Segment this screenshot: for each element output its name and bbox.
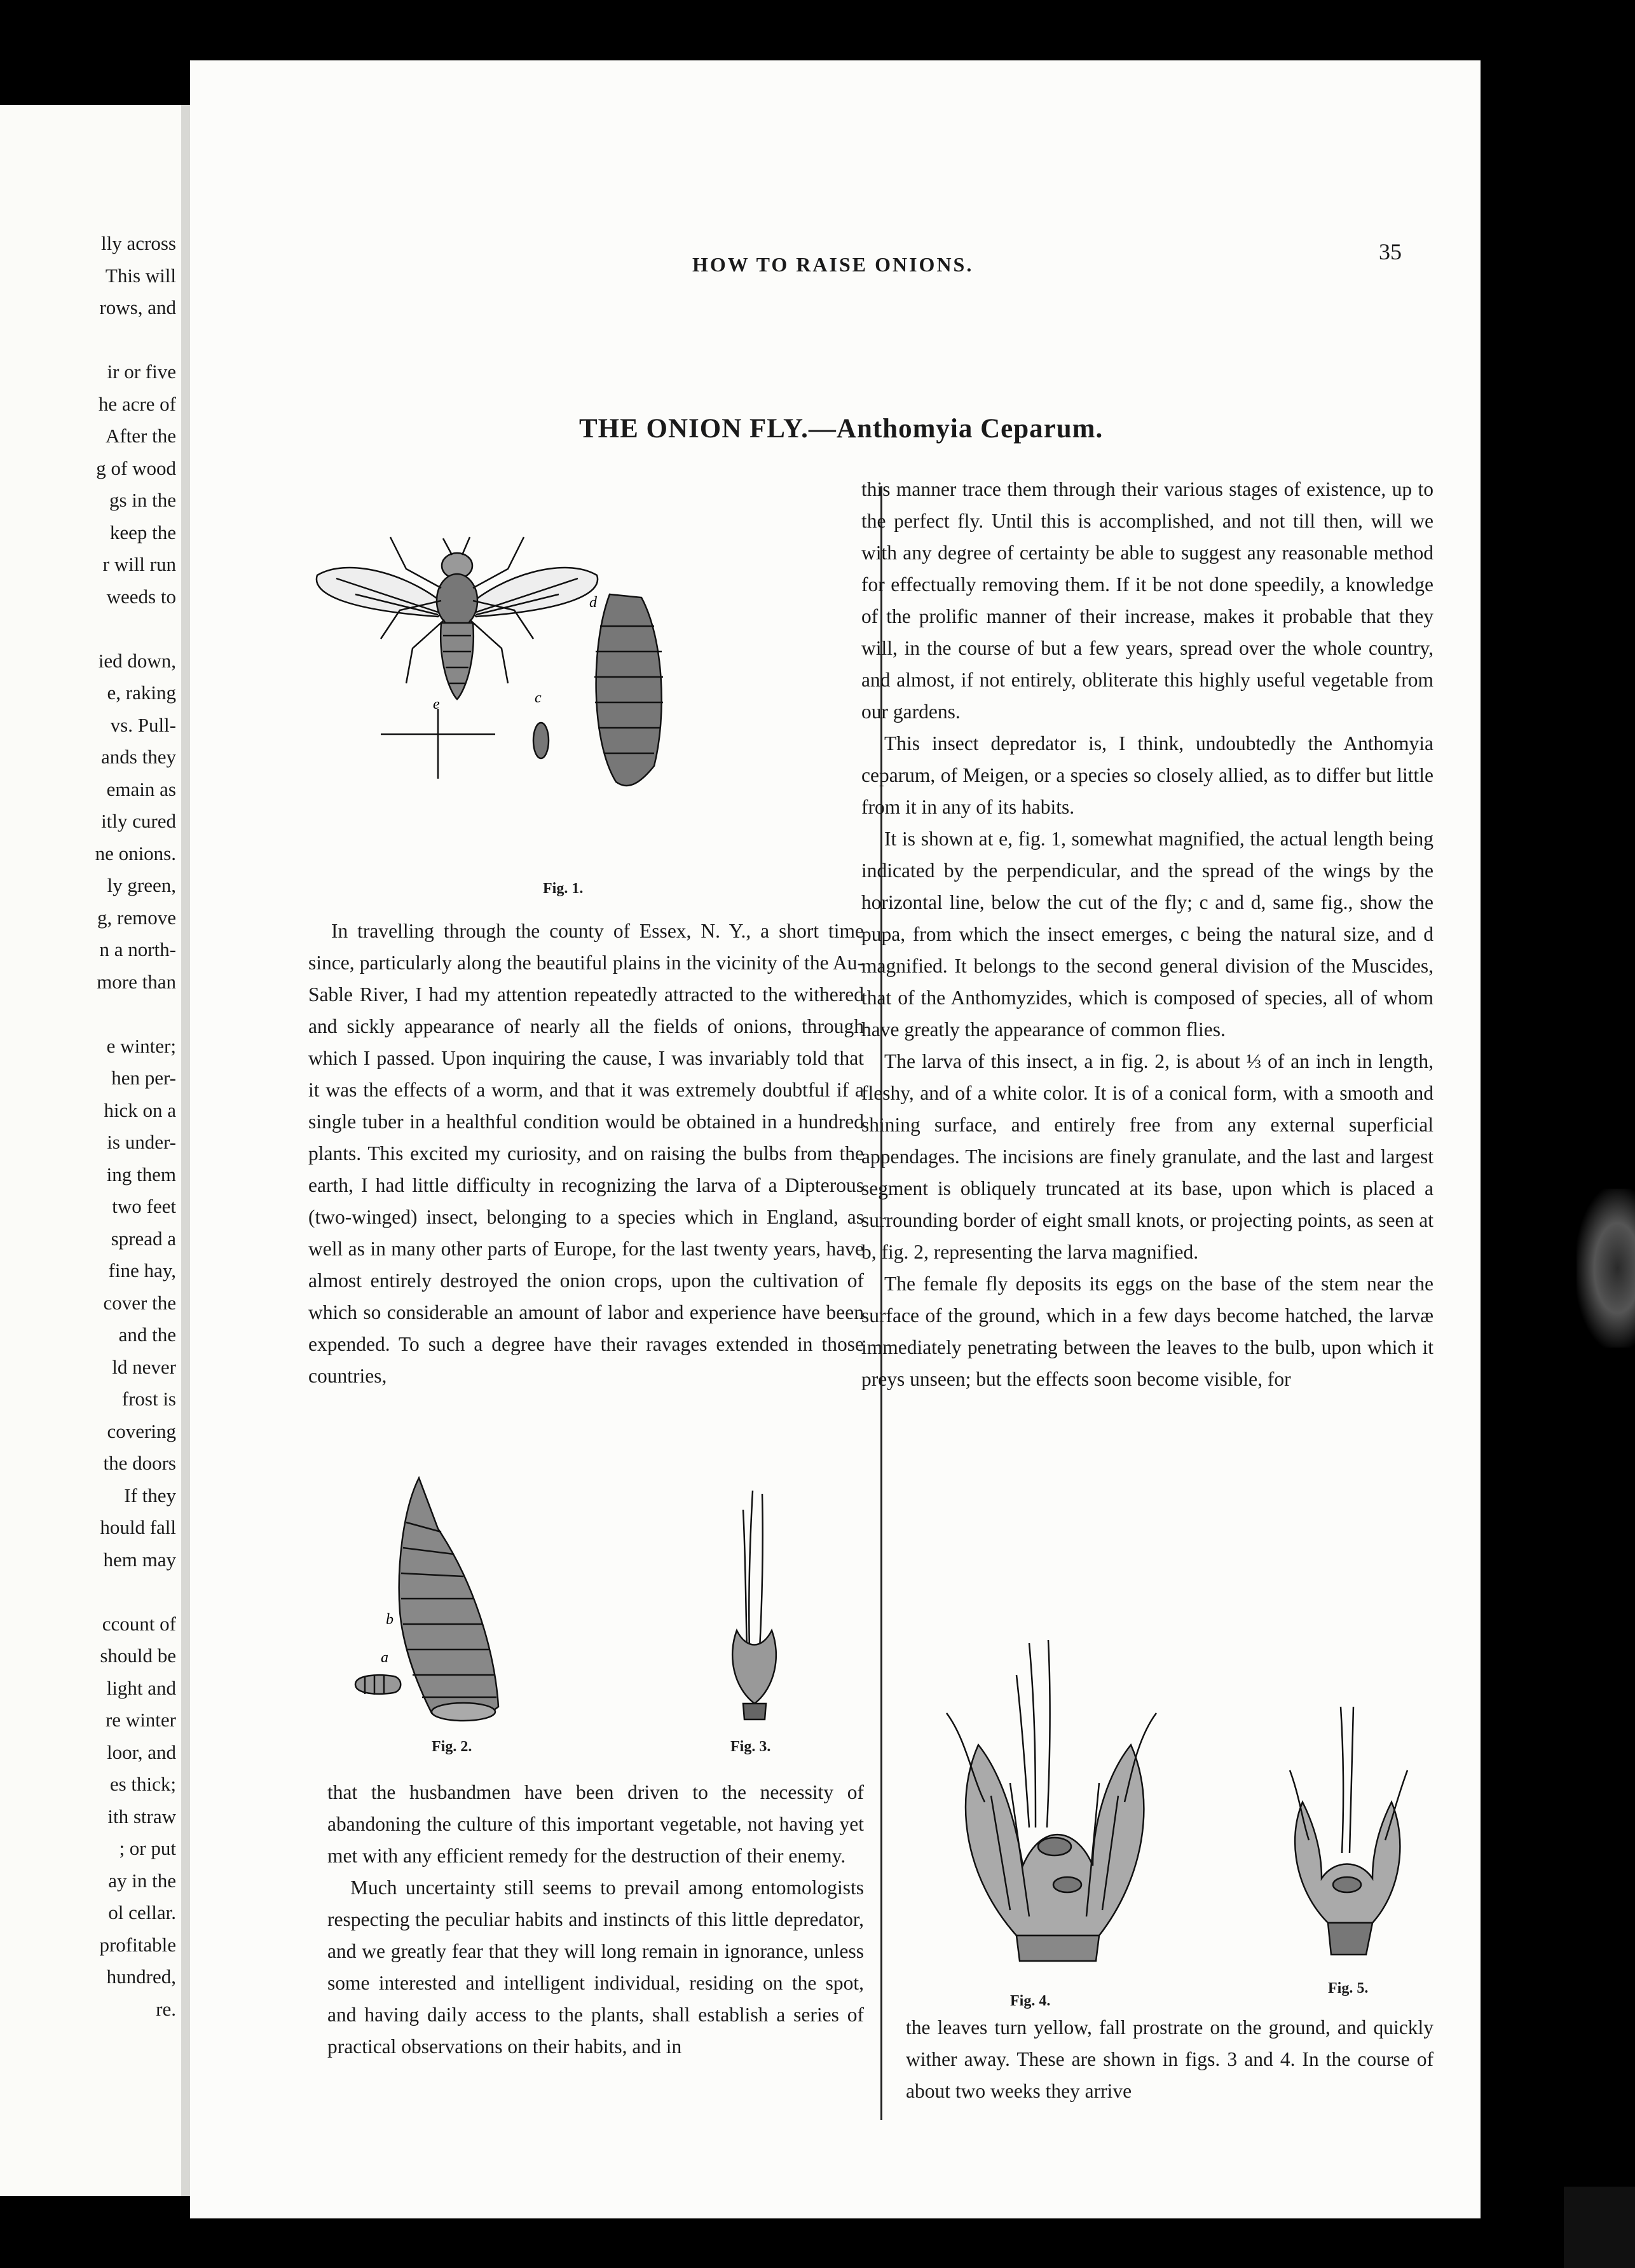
- fig1-label-d: d: [589, 594, 597, 611]
- fig5-caption: Fig. 5.: [1328, 1980, 1369, 1997]
- right-column: [861, 474, 1433, 1395]
- left-page-line: emain as: [106, 777, 176, 800]
- left-page-line: ith straw: [107, 1805, 176, 1827]
- left-column: [308, 915, 864, 1392]
- left-page-line: itly cured: [101, 810, 176, 832]
- left-page-line: e winter;: [106, 1034, 176, 1057]
- fig3-onion-plant-illustration: [718, 1484, 794, 1726]
- left-page-line: ied down,: [98, 649, 176, 672]
- book-page: [190, 60, 1481, 2218]
- left-page-line: frost is: [121, 1388, 176, 1410]
- left-page-line: This will: [105, 264, 176, 287]
- right-column-paragraph-1: this manner trace them through their various stages of existence, up to the perfect fly. Until this is accomplished, and not till then, will we with any degree of certainty be able to suggest any reasonable method for effectually removing them. If it be not done speedily, a knowledge of the prolific manner of their increase, makes it probable that they will, in the course of but a few years, spread over the whole country, and almost, if not entirely, obliterate this highly useful vegetable from our gardens.: [861, 478, 1433, 723]
- left-page-line: loor, and: [107, 1740, 176, 1763]
- left-page-line: spread a: [111, 1227, 176, 1250]
- left-page-line: and the: [118, 1323, 176, 1346]
- left-column-continued: [327, 1777, 864, 2063]
- left-page-line: ands they: [101, 746, 176, 768]
- fig1-onion-fly-illustration: [311, 499, 667, 893]
- left-page-line: two feet: [112, 1195, 176, 1217]
- left-page-line: the doors: [103, 1452, 176, 1474]
- left-page-line: hick on a: [104, 1098, 176, 1121]
- article-title: THE ONION FLY.—Anthomyia Ceparum.: [579, 414, 1104, 444]
- left-page-line: ne onions.: [95, 842, 176, 864]
- right-column-paragraph-5: The female fly deposits its eggs on the base of the stem near the surface of the ground, which in a few days become hatched, the larvæ immediately penetrating between the leaves to the bulb, upon which it preys unseen; but the effects soon become visible, for: [861, 1273, 1433, 1390]
- fig2-label-b: b: [386, 1611, 393, 1628]
- left-page-line: profitable: [99, 1933, 176, 1956]
- left-page-line: If they: [124, 1484, 176, 1506]
- left-page-line: vs. Pull-: [110, 713, 176, 736]
- fig4-onion-bulb-illustration: [940, 1637, 1169, 1993]
- left-page-line: re winter: [105, 1709, 176, 1731]
- left-column-paragraph-1: In travelling through the county of Essex, N. Y., a short time since, particularly along the beautiful plains in the vicinity of the Au-Sable River, I had my attention repeatedly attracted to the withered and sickly appearance of nearly all the fields of onions, through which I passed. Upon inquiring the cause, I was invariably told that it was the effects of a worm, and that it was extremely doubtful if a single tuber in a healthful condition would be obtained in a hundred plants. This excited my curiosity, and on raising the bulbs from the earth, I had little difficulty in recognizing the larva of a Dipterous (two-winged) insect, belonging to a species which in England, as well as in many other parts of Europe, for the last twenty years, have almost entirely destroyed the onion crops, upon the cultivation of which so considerable an amount of labor and experience have been expended. To such a degree have their ravages extended in those countries,: [308, 920, 864, 1387]
- left-page-line: keep the: [109, 521, 176, 543]
- left-page-line: ir or five: [107, 360, 176, 383]
- left-page-line: hundred,: [106, 1965, 176, 1988]
- left-page-line: g of wood: [96, 456, 176, 479]
- left-page-line: ld never: [112, 1355, 176, 1378]
- left-page-line: ol cellar.: [108, 1901, 176, 1923]
- right-column-continued: [906, 2012, 1433, 2107]
- fig1-label-e: e: [433, 696, 440, 713]
- left-page-line: is under-: [107, 1131, 176, 1153]
- right-column-paragraph-3: It is shown at e, fig. 1, somewhat magnified, the actual length being indicated by the perpendicular, and the spread of the wings by the horizontal line, below the cut of the fly; c and d, same fig., show the pupa, from which the insect emerges, c being the natural size, and d magnified. It belongs to the second general division of the Muscides, that of the Anthomyzides, which is composed of species, all of whom have greatly the appearance of common flies.: [861, 828, 1433, 1041]
- left-page-line: lly across: [101, 232, 176, 254]
- left-page-line: ly green,: [107, 874, 176, 896]
- left-page-line: fine hay,: [108, 1259, 176, 1281]
- left-facing-page: [0, 105, 181, 2196]
- fig5-onion-bulb-illustration: [1283, 1700, 1411, 1980]
- fig4-caption: Fig. 4.: [1010, 1993, 1051, 2009]
- left-page-line: hould fall: [100, 1516, 176, 1538]
- scan-shadow: [1564, 2187, 1635, 2268]
- fig2-larva-illustration: [343, 1472, 546, 1726]
- left-page-line: more than: [97, 970, 176, 993]
- left-page-line: ing them: [106, 1163, 176, 1185]
- fig3-caption: Fig. 3.: [730, 1739, 771, 1755]
- right-column-paragraph-4: The larva of this insect, a in fig. 2, is about ⅓ of an inch in length, fleshy, and of a white color. It is of a conical form, with a smooth and shining surface, and entirely free from any external superficial appendages. The incisions are finely granulate, and the last and largest segment is obliquely truncated at its base, upon which is placed a surrounding border of eight small knots, or projecting points, as seen at b, fig. 2, representing the larva magnified.: [861, 1050, 1433, 1263]
- fig1-label-c: c: [535, 690, 542, 706]
- right-column-paragraph-6: the leaves turn yellow, fall prostrate on the ground, and quickly wither away. These are shown in figs. 3 and 4. In the course of about two weeks they arrive: [906, 2016, 1433, 2102]
- left-page-line: hen per-: [111, 1067, 176, 1089]
- left-page-line: e, raking: [107, 681, 176, 704]
- left-page-line: n a north-: [99, 938, 176, 960]
- left-page-line: ; or put: [119, 1837, 176, 1859]
- left-page-line: r will run: [102, 553, 176, 575]
- left-page-line: he acre of: [98, 392, 176, 415]
- left-page-line: rows, and: [99, 296, 176, 318]
- left-page-line: es thick;: [109, 1773, 176, 1795]
- left-page-line: gs in the: [109, 489, 176, 511]
- left-page-line: light and: [106, 1676, 176, 1699]
- page-number: 35: [1379, 239, 1402, 264]
- left-page-line: hem may: [103, 1548, 176, 1571]
- page-gutter: [181, 105, 190, 2196]
- right-column-paragraph-2: This insect depredator is, I think, undoubtedly the Anthomyia ceparum, of Meigen, or a species so closely allied, as to differ but little from it in any of its habits.: [861, 732, 1433, 818]
- fig1-caption: Fig. 1.: [543, 880, 584, 897]
- running-head: HOW TO RAISE ONIONS.: [692, 253, 974, 276]
- left-page-line: g, remove: [97, 906, 176, 929]
- left-page-line: cover the: [103, 1291, 176, 1314]
- left-column-paragraph-2: that the husbandmen have been driven to the necessity of abandoning the culture of this important vegetable, not having yet met with any efficient remedy for the destruction of their enemy.: [327, 1781, 864, 1867]
- left-column-paragraph-3: Much uncertainty still seems to prevail among entomologists respecting the peculiar habits and instincts of this little depredator, and we greatly fear that they will long remain in ignorance, unless some interested and intelligent individual, residing on the spot, and having daily access to the plants, shall establish a series of practical observations on their habits, and in: [327, 1876, 864, 2058]
- left-page-line: should be: [100, 1644, 176, 1667]
- left-page-line: ay in the: [108, 1869, 176, 1892]
- page-stain: [1577, 1189, 1635, 1348]
- left-page-line: covering: [107, 1419, 176, 1442]
- fig2-label-a: a: [381, 1650, 388, 1666]
- left-page-line: After the: [105, 425, 176, 447]
- left-page-line: re.: [156, 1997, 176, 2020]
- left-page-line: weeds to: [106, 585, 176, 608]
- left-page-line: ccount of: [102, 1612, 176, 1635]
- fig2-caption: Fig. 2.: [432, 1739, 472, 1755]
